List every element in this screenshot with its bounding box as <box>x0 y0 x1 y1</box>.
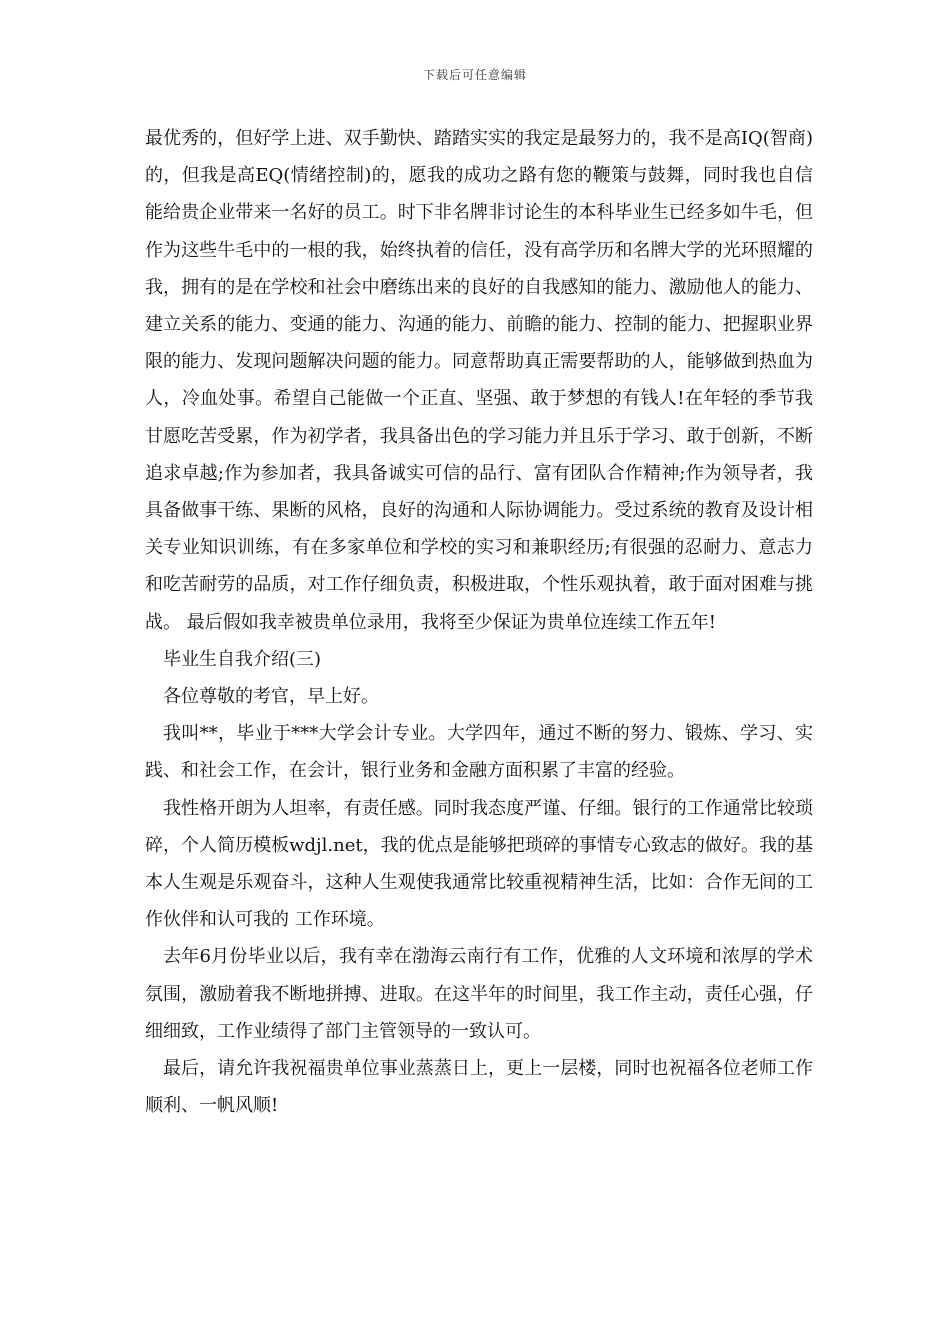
paragraph-introduction: 我叫**，毕业于***大学会计专业。大学四年，通过不断的努力、锻炼、学习、实践、和社会工作，在会计，银行业务和金融方面积累了丰富的经验。 <box>145 723 813 782</box>
paragraph-greeting: 各位尊敬的考官，早上好。 <box>163 686 379 708</box>
document-body <box>145 120 813 1124</box>
paragraph-continued-letter: 最优秀的，但好学上进、双手勤快、踏踏实实的我定是最努力的，我不是高IQ(智商)的，但我是高EQ(情绪控制)的，愿我的成功之路有您的鞭策与鼓舞，同时我也自信能给贵企业带来一名好的员工。时下非名牌非讨论生的本科毕业生已经多如牛毛，但作为这些牛毛中的一根的我，始终执着的信任，没有高学历和名牌大学的光环照耀的我，拥有的是在学校和社会中磨练出来的良好的自我感知的能力、激励他人的能力、建立关系的能力、变通的能力、沟通的能力、前瞻的能力、控制的能力、把握职业界限的能力、发现问题解决问题的能力。同意帮助真正需要帮助的人，能够做到热血为人，冷血处事。希望自己能做一个正直、坚强、敢于梦想的有钱人!在年轻的季节我甘愿吃苦受累，作为初学者，我具备出色的学习能力并且乐于学习、敢于创新，不断追求卓越;作为参加者，我具备诚实可信的品行、富有团队合作精神;作为领导者，我具备做事干练、果断的风格，良好的沟通和人际协调能力。受过系统的教育及设计相关专业知识训练，有在多家单位和学校的实习和兼职经历;有很强的忍耐力、意志力和吃苦耐劳的品质，对工作仔细负责，积极进取，个性乐观执着，敢于面对困难与挑战。 最后假如我幸被贵单位录用，我将至少保证为贵单位连续工作五年! <box>145 128 813 633</box>
paragraph-personality: 我性格开朗为人坦率，有责任感。同时我态度严谨、仔细。银行的工作通常比较琐碎，个人简历模板wdjl.net，我的优点是能够把琐碎的事情专心致志的做好。我的基本人生观是乐观奋斗，这种人生观使我通常比较重视精神生活，比如：合作无间的工作伙伴和认可我的 工作环境。 <box>145 797 813 931</box>
page-header-note: 下载后可任意编辑 <box>422 68 527 82</box>
paragraph-experience: 去年6月份毕业以后，我有幸在渤海云南行有工作，优雅的人文环境和浓厚的学术氛围，激励着我不断地拼搏、进取。在这半年的时间里，我工作主动，责任心强，仔细细致，工作业绩得了部门主管领导的一致认可。 <box>145 946 813 1042</box>
paragraph-closing: 最后，请允许我祝福贵单位事业蒸蒸日上，更上一层楼，同时也祝福各位老师工作顺利、一帆风顺! <box>145 1058 813 1117</box>
section-heading: 毕业生自我介绍(三) <box>163 648 322 670</box>
